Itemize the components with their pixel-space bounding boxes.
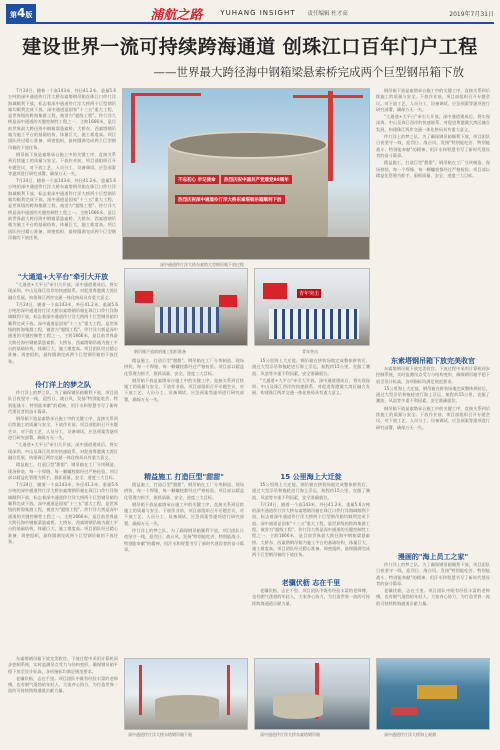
article-column-section-6: 伶仃洋上的梦之队。为了确保钢吊箱顺利下放，项目团队日夜坚守一线，迎烈日、战台风，发扬"特别能吃苦、特别能战斗、特别能奉献"的精神，用汗水和智慧书写了新时代建设者的奋斗篇章。 老骥伏枥，志在千里。项目团队中既有经验丰富的老师傅，也有朝气蓬勃的年轻人，大家齐心协力，为打造世界一流的可持续跨海通道贡献力量。 (376, 562, 490, 606)
article-column-section-2: 伶仃洋上的梦之队。为了确保钢吊箱顺利下放，项目团队日夜坚守一线，迎烈日、战台风，发扬"特别能吃苦、特别能战斗、特别能奉献"的精神，用汗水和智慧书写了新时代建设者的奋斗篇章。 钢吊箱下放是索塔承台施工中的关键工序，直接关系到后续施工的质量与安全。下放作业前，项目部组织召开专题会议，对下放工艺、人员分工、设备调试、应急预案等逐项进行研究部署，确保万无一失。 "大通道+大平台"牵引大开放。深中通道建成后，将实现深圳、中山及珠江西岸的快速联系，对促进粤港澳大湾区融合发展、构建珠江两岸交通一体化格局具有重大意义。 精益施工，打造巨型"甜甜"。钢吊箱在工厂分块制造、现场拼装，每一个焊缝、每一颗螺栓都经过严格检验。项目部以精益化管理为抓手，狠抓质量、安全、进度三大目标。 7月24日，随着一个高143米、外径41.2米、重量5.6万吨的深中通道伶仃洋大桥东索塔钢吊箱在珠江口伶仃洋海域顺利下放，标志着深中通道伶仃洋大桥两个巨型钢吊箱均顺利完成下放。深中通道是国家"十三五"重大工程，是世界级的跨海集群工程，被誉为"超级工程"。伶仃洋大桥是深中通道的关键控制性工程之一，主跨1666米，是目前世界最大跨径海中钢箱梁悬索桥。大桥东、西索塔钢吊箱为施工平台的基础结构，体量巨大，施工难度高。项目团队经过精心准备、周密组织，最终圆满完成两个巨型钢吊箱的下放任务。 (8, 390, 118, 544)
crane-jib-right (293, 95, 363, 98)
steel-caisson-small (273, 693, 323, 719)
section-title-dream-team: 伶仃洋上的梦之队 (35, 381, 91, 389)
steel-caisson-top (168, 131, 328, 159)
section-title-veterans: 老骥伏枥 志在千里 (281, 579, 341, 587)
issue-date: 2019年7月31日 (449, 10, 494, 18)
section-name: YUHANG INSIGHT (220, 9, 296, 17)
banner-slogan-bottom: 热烈庆祝深中通道伶仃洋大桥东索塔钢吊箱顺利下放 (175, 195, 285, 204)
page-number-badge: 第4版 (6, 4, 36, 22)
article-column-middle-a: 精益施工，打造巨型"甜甜"。钢吊箱在工厂分块制造、现场拼装，每一个焊缝、每一颗螺栓都经过严格检验。项目部以精益化管理为抓手，狠抓质量、安全、进度三大目标。 钢吊箱下放是索塔承台施工中的关键工序，直接关系到后续施工的质量与安全。下放作业前，项目部组织召开专题会议，对下放工艺、人员分工、设备调试、应急预案等逐项进行研究部署，确保万无一失。 (124, 358, 244, 402)
section-title-east-tower-complete: 东索塔钢吊箱下放完美收官 (391, 357, 475, 365)
main-photo-caption: 深中通道伶仃洋大桥东索塔大型钢吊箱下放过程 (160, 262, 244, 267)
workers-group (269, 309, 359, 339)
article-column-section-7: 老骥伏枥，志在千里。项目团队中既有经验丰富的老师傅，也有朝气蓬勃的年轻人，大家齐心协力，为打造世界一流的可持续跨海通道贡献力量。 (252, 588, 370, 606)
editors-line: 责任编辑 杜才高 (307, 11, 348, 17)
construction-fence (123, 237, 369, 259)
newspaper-brand: 浦航之路 (150, 7, 203, 23)
main-photo-steel-caisson (122, 88, 370, 260)
photo-preparation-meeting (124, 268, 248, 346)
red-flag (135, 291, 153, 303)
steel-caisson-small (155, 695, 219, 723)
article-column-left-bottom: 东索塔钢吊箱下放完美收官。下放过程中采用计算机同步控制系统，实时监测吊点受力与结构变形，确保钢吊箱平稳下放至设计标高，各项指标均满足规范要求。 老骥伏枥，志在千里。项目团队中既有经验丰富的老师傅，也有朝气蓬勃的年轻人，大家齐心协力，为打造世界一流的可持续跨海通道贡献力量。 (8, 656, 118, 694)
work-platform (417, 685, 457, 699)
article-column-section-1: "大通道+大平台"牵引大开放。深中通道建成后，将实现深圳、中山及珠江西岸的快速联系，对促进粤港澳大湾区融合发展、构建珠江两岸交通一体化格局具有重大意义。 7月24日，随着一个高143米、外径41.2米、重量5.6万吨的深中通道伶仃洋大桥东索塔钢吊箱在珠江口伶仃洋海域顺利下放，标志着深中通道伶仃洋大桥两个巨型钢吊箱均顺利完成下放。深中通道是国家"十三五"重大工程，是世界级的跨海集群工程，被誉为"超级工程"。伶仃洋大桥是深中通道的关键控制性工程之一，主跨1666米，是目前世界最大跨径海中钢箱梁悬索桥。大桥东、西索塔钢吊箱为施工平台的基础结构，体量巨大，施工难度高。项目团队经过精心准备、周密组织，最终圆满完成两个巨型钢吊箱的下放任务。 (8, 282, 118, 364)
photo-bottom-sea-aerial (376, 658, 490, 730)
red-flag (219, 295, 237, 307)
crane-tower (227, 665, 230, 715)
section-title-big-channel: "大通道+大平台"牵引大开放 (17, 273, 109, 281)
youth-team-sign: 青年突击 (299, 291, 320, 297)
photo-bottom-steel-box (254, 658, 370, 730)
photo-caption-east-tower: 深中通道伶仃洋大桥东塔钢吊箱下放 (128, 732, 192, 737)
red-flag (263, 283, 287, 299)
article-column-section-4: 15公里海上大迁徙。钢吊箱在拼装场地完成整体拼装后，通过大型浮吊和拖轮进行海上浮运，航程约15公里，克服了潮流、风浪等多重不利因素，安全准确就位。 7月24日，随着一个高143米、外径41.2米、重量5.6万吨的深中通道伶仃洋大桥东索塔钢吊箱在珠江口伶仃洋海域顺利下放，标志着深中通道伶仃洋大桥两个巨型钢吊箱均顺利完成下放。深中通道是国家"十三五"重大工程，是世界级的跨海集群工程，被誉为"超级工程"。伶仃洋大桥是深中通道的关键控制性工程之一，主跨1666米，是目前世界最大跨径海中钢箱梁悬索桥。大桥东、西索塔钢吊箱为施工平台的基础结构，体量巨大，施工难度高。项目团队经过精心准备、周密组织，最终圆满完成两个巨型钢吊箱的下放任务。 (252, 482, 370, 558)
photo-bottom-east-tower (124, 658, 248, 730)
article-column-1: 7月24日，随着一个高143米、外径41.2米、重量5.6万吨的深中通道伶仃洋大桥东索塔钢吊箱在珠江口伶仃洋海域顺利下放，标志着深中通道伶仃洋大桥两个巨型钢吊箱均顺利完成下放。深中通道是国家"十三五"重大工程，是世界级的跨海集群工程，被誉为"超级工程"。伶仃洋大桥是深中通道的关键控制性工程之一，主跨1666米，是目前世界最大跨径海中钢箱梁悬索桥。大桥东、西索塔钢吊箱为施工平台的基础结构，体量巨大，施工难度高。项目团队经过精心准备、周密组织，最终圆满完成两个巨型钢吊箱的下放任务。 钢吊箱下放是索塔承台施工中的关键工序，直接关系到后续施工的质量与安全。下放作业前，项目部组织召开专题会议，对下放工艺、人员分工、设备调试、应急预案等逐项进行研究部署，确保万无一失。 7月24日，随着一个高143米、外径41.2米、重量5.6万吨的深中通道伶仃洋大桥东索塔钢吊箱在珠江口伶仃洋海域顺利下放，标志着深中通道伶仃洋大桥两个巨型钢吊箱均顺利完成下放。深中通道是国家"十三五"重大工程，是世界级的跨海集群工程，被誉为"超级工程"。伶仃洋大桥是深中通道的关键控制性工程之一，主跨1666米，是目前世界最大跨径海中钢箱梁悬索桥。大桥东、西索塔钢吊箱为施工平台的基础结构，体量巨大，施工难度高。项目团队经过精心准备、周密组织，最终圆满完成两个巨型钢吊箱的下放任务。 (8, 88, 116, 240)
article-column-section-5: 东索塔钢吊箱下放完美收官。下放过程中采用计算机同步控制系统，实时监测吊点受力与结构变形，确保钢吊箱平稳下放至设计标高，各项指标均满足规范要求。 15公里海上大迁徙。钢吊箱在拼装场地完成整体拼装后，通过大型浮吊和拖轮进行海上浮运，航程约15公里，克服了潮流、风浪等多重不利因素，安全准确就位。 钢吊箱下放是索塔承台施工中的关键工序，直接关系到后续施工的质量与安全。下放作业前，项目部组织召开专题会议，对下放工艺、人员分工、设备调试、应急预案等逐项进行研究部署，确保万无一失。 (376, 366, 490, 430)
crane-tower-left (131, 93, 135, 163)
article-column-section-3: 精益施工，打造巨型"甜甜"。钢吊箱在工厂分块制造、现场拼装，每一个焊缝、每一颗螺栓都经过严格检验。项目部以精益化管理为抓手，狠抓质量、安全、进度三大目标。 钢吊箱下放是索塔承台施工中的关键工序，直接关系到后续施工的质量与安全。下放作业前，项目部组织召开专题会议，对下放工艺、人员分工、设备调试、应急预案等逐项进行研究部署，确保万无一失。 伶仃洋上的梦之队。为了确保钢吊箱顺利下放，项目团队日夜坚守一线，迎烈日、战台风，发扬"特别能吃苦、特别能战斗、特别能奉献"的精神，用汗水和智慧书写了新时代建设者的奋斗篇章。 (124, 482, 244, 552)
article-column-middle-b: 15公里海上大迁徙。钢吊箱在拼装场地完成整体拼装后，通过大型浮吊和拖轮进行海上浮运，航程约15公里，克服了潮流、风浪等多重不利因素，安全准确就位。 "大通道+大平台"牵引大开放。深中通道建成后，将实现深圳、中山及珠江西岸的快速联系，对促进粤港澳大湾区融合发展、构建珠江两岸交通一体化格局具有重大意义。 (252, 358, 370, 396)
section-title-staff-home: 漫画的"海上员工之家" (397, 553, 469, 561)
masthead (6, 4, 494, 24)
banner-slogan-left: 不忘初心 牢记使命 (175, 175, 219, 184)
section-title-sea-migration: 15 公里海上大迁徙 (280, 473, 342, 481)
crane-jib-left (131, 93, 201, 96)
page-headline: 建设世界一流可持续跨海通道 创珠江口百年门户工程 (22, 36, 478, 58)
section-title-lean-construction: 精益施工 打造巨型"甜甜" (144, 473, 224, 481)
crane-tower (139, 665, 142, 715)
photo-caption-sea-aerial: 深中通道伶仃洋大桥海上观测 (384, 732, 436, 737)
article-column-right-top: 钢吊箱下放是索塔承台施工中的关键工序，直接关系到后续施工的质量与安全。下放作业前，项目部组织召开专题会议，对下放工艺、人员分工、设备调试、应急预案等逐项进行研究部署，确保万无一失。 "大通道+大平台"牵引大开放。深中通道建成后，将实现深圳、中山及珠江西岸的快速联系，对促进粤港澳大湾区融合发展、构建珠江两岸交通一体化格局具有重大意义。 伶仃洋上的梦之队。为了确保钢吊箱顺利下放，项目团队日夜坚守一线，迎烈日、战台风，发扬"特别能吃苦、特别能战斗、特别能奉献"的精神，用汗水和智慧书写了新时代建设者的奋斗篇章。 精益施工，打造巨型"甜甜"。钢吊箱在工厂分块制造、现场拼装，每一个焊缝、每一颗螺栓都经过严格检验。项目部以精益化管理为抓手，狠抓质量、安全、进度三大目标。 (376, 88, 490, 178)
workers-group (155, 307, 219, 333)
photo-caption-steel-box: 深中通道伶仃洋大桥东索塔钢吊箱 (260, 732, 320, 737)
page-subheadline: ——世界最大跨径海中钢箱梁悬索桥完成两个巨型钢吊箱下放 (153, 65, 464, 79)
photo-caption-preparation: 钢吊箱下放前的施工组织准备 (134, 349, 186, 354)
photo-caption-youth-team: 青年突击 (302, 349, 318, 354)
crane-tower-right (328, 91, 333, 181)
vessel (391, 707, 417, 715)
photo-youth-team (254, 268, 370, 346)
banner-slogan-mid: 热烈庆祝中国共产党建党98周年 (221, 175, 292, 184)
